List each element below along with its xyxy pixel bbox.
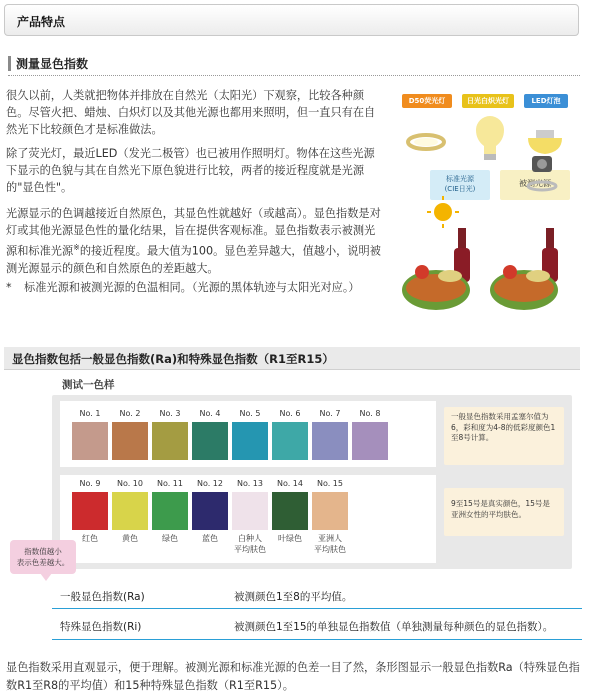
ri-label: 特殊显色指数(Ri) xyxy=(60,621,142,633)
color-swatch xyxy=(232,492,268,530)
header-bar xyxy=(4,4,579,36)
sample-number: No. 7 xyxy=(319,409,341,418)
sample-number: No. 3 xyxy=(159,409,181,418)
paragraph-text: 光源显示的色调越接近自然原色，其显色性就越好（或越高）。显色指数是对灯或其他光源显色性的量化结果，旨在提供客观标准。显色指数表示被测光源和标准光源※的接近程度。最大值为100。显色差异越大，值越小，说明被测光源显示的颜色和自然原色的差距越大。 xyxy=(6,207,381,276)
section-heading-cri xyxy=(8,53,580,76)
food-comparison-icon xyxy=(396,148,576,320)
paragraph-text: 很久以前，人类就把物体并排放在自然光（太阳光）下观察，比较各种颜色。尽管火把、蜡烛、白炽灯以及其他光源也都用来照明，但一直只有在自然光下比较颜色才是标准做法。 xyxy=(6,89,376,137)
color-label: 亚洲人 平均肤色 xyxy=(314,534,346,554)
led-bulb-label: LED灯泡 xyxy=(524,94,568,108)
ra-description: 被测颜色1至8的平均值。 xyxy=(234,591,353,603)
sample-number: No. 14 xyxy=(276,479,303,488)
section-heading-ra-ri xyxy=(4,347,580,370)
color-swatch xyxy=(192,422,228,460)
color-swatch xyxy=(312,422,348,460)
sample-number: No. 11 xyxy=(156,479,183,488)
color-swatch xyxy=(152,422,188,460)
color-swatch xyxy=(192,492,228,530)
sample-number: No. 13 xyxy=(236,479,263,488)
footnote: * 标准光源和被测光源的色温相同。（光源的黑体轨迹与太阳光对应。） xyxy=(6,281,360,294)
intro-paragraph-2 xyxy=(6,145,382,197)
sample-number: No. 8 xyxy=(359,409,381,418)
summary-paragraph: 显色指数采用直观显示，便于理解。被测光源和标准光源的色差一目了然，条形图显示一般显色指数Ra（特殊显色指数R1至R8的平均值）和15种特殊显色指数（R1至R15）。 xyxy=(6,661,580,692)
section-title: 显色指数包括一般显色指数(Ra)和特殊显色指数（R1至R15） xyxy=(12,352,334,366)
sample-number: No. 5 xyxy=(239,409,261,418)
color-swatch xyxy=(352,422,388,460)
color-label: 红色 xyxy=(82,534,98,543)
color-swatch xyxy=(112,422,148,460)
panel-title: 测试一色样 xyxy=(62,379,115,391)
daylight-lamp-label: 日光白炽光灯 xyxy=(462,94,514,108)
divider xyxy=(52,608,582,609)
color-swatch xyxy=(112,492,148,530)
intro-paragraph-3 xyxy=(6,205,382,278)
sample-number: No. 9 xyxy=(79,479,101,488)
color-swatch xyxy=(312,492,348,530)
standard-source-label: 标准光源 (CIE日光) xyxy=(430,170,490,200)
tip-callout: 指数值越小 表示色差越大。 xyxy=(10,540,76,574)
section-title: 测量显色指数 xyxy=(16,57,89,71)
intro-paragraph-1 xyxy=(6,87,382,139)
ri-description: 被测颜色1至15的单独显色指数值（单独测量每种颜色的显色指数）。 xyxy=(234,621,554,633)
sample-number: No. 10 xyxy=(116,479,143,488)
sample-number: No. 2 xyxy=(119,409,141,418)
color-label: 白种人 平均肤色 xyxy=(234,534,266,554)
paragraph-text: 除了荧光灯，最近LED（发光二极管）也已被用作照明灯。物体在这些光源下显示的色貌与其在自然光下原色貌进行比较，两者的接近程度就是光源的"显色性"。 xyxy=(6,147,375,195)
color-swatch xyxy=(152,492,188,530)
sample-number: No. 12 xyxy=(196,479,223,488)
d50-fluorescent-label: D50荧光灯 xyxy=(402,94,452,108)
color-swatch xyxy=(72,422,108,460)
color-label: 绿色 xyxy=(162,534,178,543)
color-label: 叶绿色 xyxy=(278,534,302,543)
color-label: 蓝色 xyxy=(202,534,218,543)
info-box-special: 9至15号是真实颜色，15号是亚洲女性的平均肤色。 xyxy=(444,488,564,536)
light-source-illustration xyxy=(396,88,576,320)
callout-pointer-icon xyxy=(38,573,54,581)
color-swatch xyxy=(272,422,308,460)
info-box-general: 一般显色指数采用孟塞尔值为6，彩和度为4-8的低彩度颜色1至8号计算。 xyxy=(444,407,564,465)
sample-number: No. 1 xyxy=(79,409,101,418)
color-swatch xyxy=(272,492,308,530)
measured-source-label: 被测光源 xyxy=(500,170,570,200)
sample-number: No. 6 xyxy=(279,409,301,418)
color-swatch xyxy=(72,492,108,530)
color-label: 黄色 xyxy=(122,534,138,543)
page-title: 产品特点 xyxy=(17,15,66,29)
ra-label: 一般显色指数(Ra) xyxy=(60,591,145,603)
divider xyxy=(52,639,582,640)
heading-marker xyxy=(8,56,11,71)
sample-number: No. 4 xyxy=(199,409,221,418)
sample-number: No. 15 xyxy=(316,479,343,488)
color-swatch xyxy=(232,422,268,460)
